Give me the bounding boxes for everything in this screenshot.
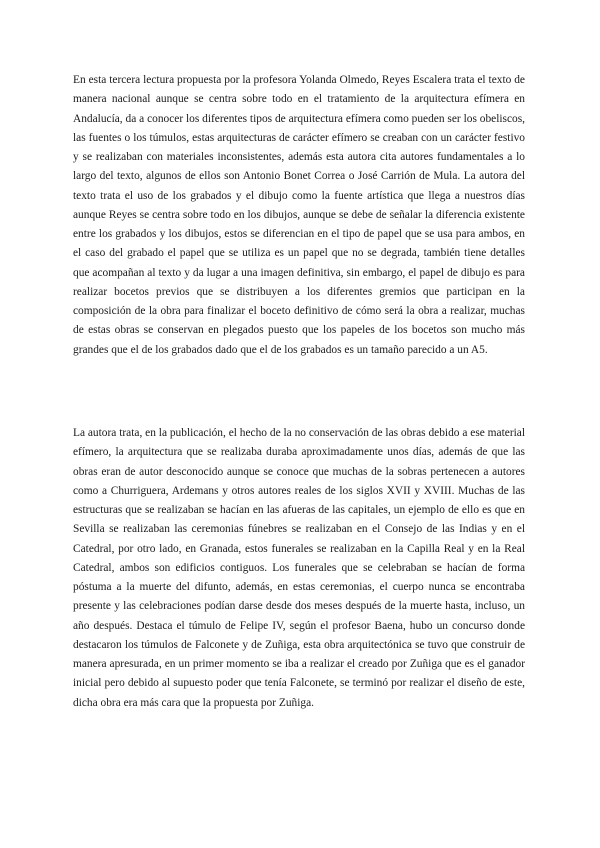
paragraph-2: La autora trata, en la publicación, el hecho de la no conservación de las obras debido a ese material efímero, la arquitectura que se realizaba duraba aproximadamente unos días, además de que las obras eran de autor desconocido aunque se conoce que muchas de la sobras pertenecen a autores como a Churriguera, Ardemans y otros autores reales de los siglos XVII y XVIII. Muchas de las estructuras que se realizaban se hacían en las afueras de las capitales, un ejemplo de ello es que en Sevilla se realizaban las ceremonias fúnebres se realizaban en el Consejo de las Indias y en el Catedral, por otro lado, en Granada, estos funerales se realizaban en la Capilla Real y en la Real Catedral, ambos son edificios contiguos. Los funerales que se celebraban se hacían de forma póstuma a la muerte del difunto, además, en estas ceremonias, el cuerpo nunca se encontraba presente y las celebraciones podían darse desde dos meses después de la muerte hasta, incluso, un año después. Destaca el túmulo de Felipe IV, según el profesor Baena, hubo un concurso donde destacaron los túmulos de Falconete y de Zuñiga, esta obra arquitectónica se tuvo que construir de manera apresurada, en un primer momento se iba a realizar el creado por Zuñiga que es el ganador inicial pero debido al supuesto poder que tenía Falconete, se terminó por realizar el diseño de este, dicha obra era más cara que la propuesta por Zuñiga.	[73, 427, 525, 709]
paragraph-1: En esta tercera lectura propuesta por la profesora Yolanda Olmedo, Reyes Escalera trata el texto de manera nacional aunque se centra sobre todo en el tratamiento de la arquitectura efímera en Andalucía, da a conocer los diferentes tipos de arquitectura efímera como pueden ser los obeliscos, las fuentes o los túmulos, estas arquitecturas de carácter efímero se creaban con un carácter festivo y se realizaban con materiales inconsistentes, además esta autora cita autores fundamentales a lo largo del texto, algunos de ellos son Antonio Bonet Correa o José Carrión de Mula. La autora del texto trata el uso de los grabados y el dibujo como la fuente artística que llega a nuestros días aunque Reyes se centra sobre todo en los dibujos, aunque se debe de señalar la diferencia existente entre los grabados y los dibujos, estos se diferencian en el tipo de papel que se usa para ambos, en el caso del grabado el papel que se utiliza es un papel que no se degrada, también tiene detalles que acompañan al texto y da lugar a una imagen definitiva, sin embargo, el papel de dibujo es para realizar bocetos previos que se distribuyen a los diferentes gremios que participan en la composición de la obra para finalizar el boceto definitivo de cómo será la obra a realizar, muchas de estas obras se conservan en plegados puesto que los papeles de los bocetos son mucho más grandes que el de los grabados dado que el de los grabados es un tamaño parecido a un A5.	[73, 74, 525, 356]
